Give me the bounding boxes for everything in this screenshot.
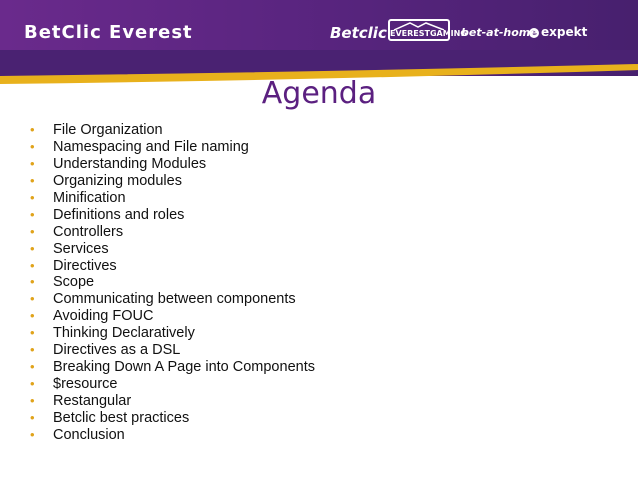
- everest-gaming-logo: [388, 19, 467, 41]
- agenda-item-label: Directives as a DSL: [53, 342, 181, 359]
- bullet-icon: •: [30, 172, 35, 188]
- agenda-item: [30, 393, 315, 410]
- betclic-logo: Betclic: [330, 24, 387, 42]
- expekt-logo: [529, 25, 587, 39]
- agenda-item: [30, 258, 315, 275]
- bullet-icon: •: [30, 426, 35, 442]
- agenda-item-label: Definitions and roles: [53, 206, 185, 223]
- bullet-icon: •: [30, 240, 35, 256]
- agenda-item-label: Organizing modules: [53, 172, 182, 189]
- agenda-item: [30, 427, 315, 444]
- bullet-icon: •: [30, 291, 35, 307]
- bullet-icon: •: [30, 376, 35, 392]
- agenda-item: [30, 274, 315, 291]
- agenda-item: [30, 325, 315, 342]
- bet-at-home-logo: bet-at-home: [461, 26, 538, 39]
- agenda-item-label: File Organization: [53, 122, 163, 138]
- agenda-item: [30, 291, 315, 308]
- agenda-item-label: $resource: [53, 376, 118, 393]
- agenda-item: [30, 207, 315, 224]
- agenda-item-label: Namespacing and File naming: [53, 138, 249, 155]
- bullet-icon: •: [30, 325, 35, 341]
- bullet-icon: •: [30, 359, 35, 375]
- bullet-icon: •: [30, 274, 35, 290]
- agenda-item: [30, 359, 315, 376]
- agenda-item-label: Conclusion: [53, 426, 125, 443]
- bullet-icon: •: [30, 223, 35, 239]
- agenda-item: [30, 410, 315, 427]
- agenda-item: [30, 139, 315, 156]
- agenda-item-label: Understanding Modules: [53, 155, 207, 172]
- bullet-icon: •: [30, 257, 35, 273]
- agenda-list: [30, 122, 315, 444]
- agenda-item-label: Scope: [53, 274, 95, 291]
- bullet-icon: •: [30, 206, 35, 222]
- slide-title: Agenda: [261, 76, 377, 111]
- agenda-item-label: Communicating between components: [53, 291, 296, 308]
- expekt-ring-icon: [529, 28, 539, 38]
- agenda-item-label: Betclic best practices: [53, 409, 190, 426]
- agenda-item-label: Restangular: [53, 393, 132, 409]
- bullet-icon: •: [30, 155, 35, 171]
- bullet-icon: •: [30, 189, 35, 205]
- brand-name: BetClic Everest: [24, 22, 193, 43]
- bullet-icon: •: [30, 393, 35, 408]
- agenda-item-label: Thinking Declaratively: [53, 325, 195, 342]
- agenda-item: [30, 122, 315, 139]
- bullet-icon: •: [30, 308, 35, 324]
- bullet-icon: •: [30, 122, 35, 137]
- agenda-item: [30, 308, 315, 325]
- expekt-text: expekt: [541, 25, 588, 39]
- agenda-item: [30, 224, 315, 241]
- agenda-item-label: Breaking Down A Page into Components: [53, 359, 315, 376]
- bullet-icon: •: [30, 342, 35, 358]
- agenda-item: [30, 190, 315, 207]
- bullet-icon: •: [30, 138, 35, 154]
- agenda-item-label: Services: [53, 240, 109, 257]
- everest-gaming-text: EVERESTGAMING: [390, 29, 467, 38]
- bullet-icon: •: [30, 409, 35, 425]
- agenda-item: [30, 173, 315, 190]
- agenda-item: [30, 376, 315, 393]
- agenda-item-label: Minification: [53, 189, 126, 206]
- agenda-item-label: Controllers: [53, 223, 124, 240]
- agenda-item: [30, 241, 315, 258]
- agenda-item-label: Avoiding FOUC: [53, 308, 154, 325]
- agenda-item: [30, 156, 315, 173]
- agenda-item: [30, 342, 315, 359]
- agenda-item-label: Directives: [53, 257, 117, 274]
